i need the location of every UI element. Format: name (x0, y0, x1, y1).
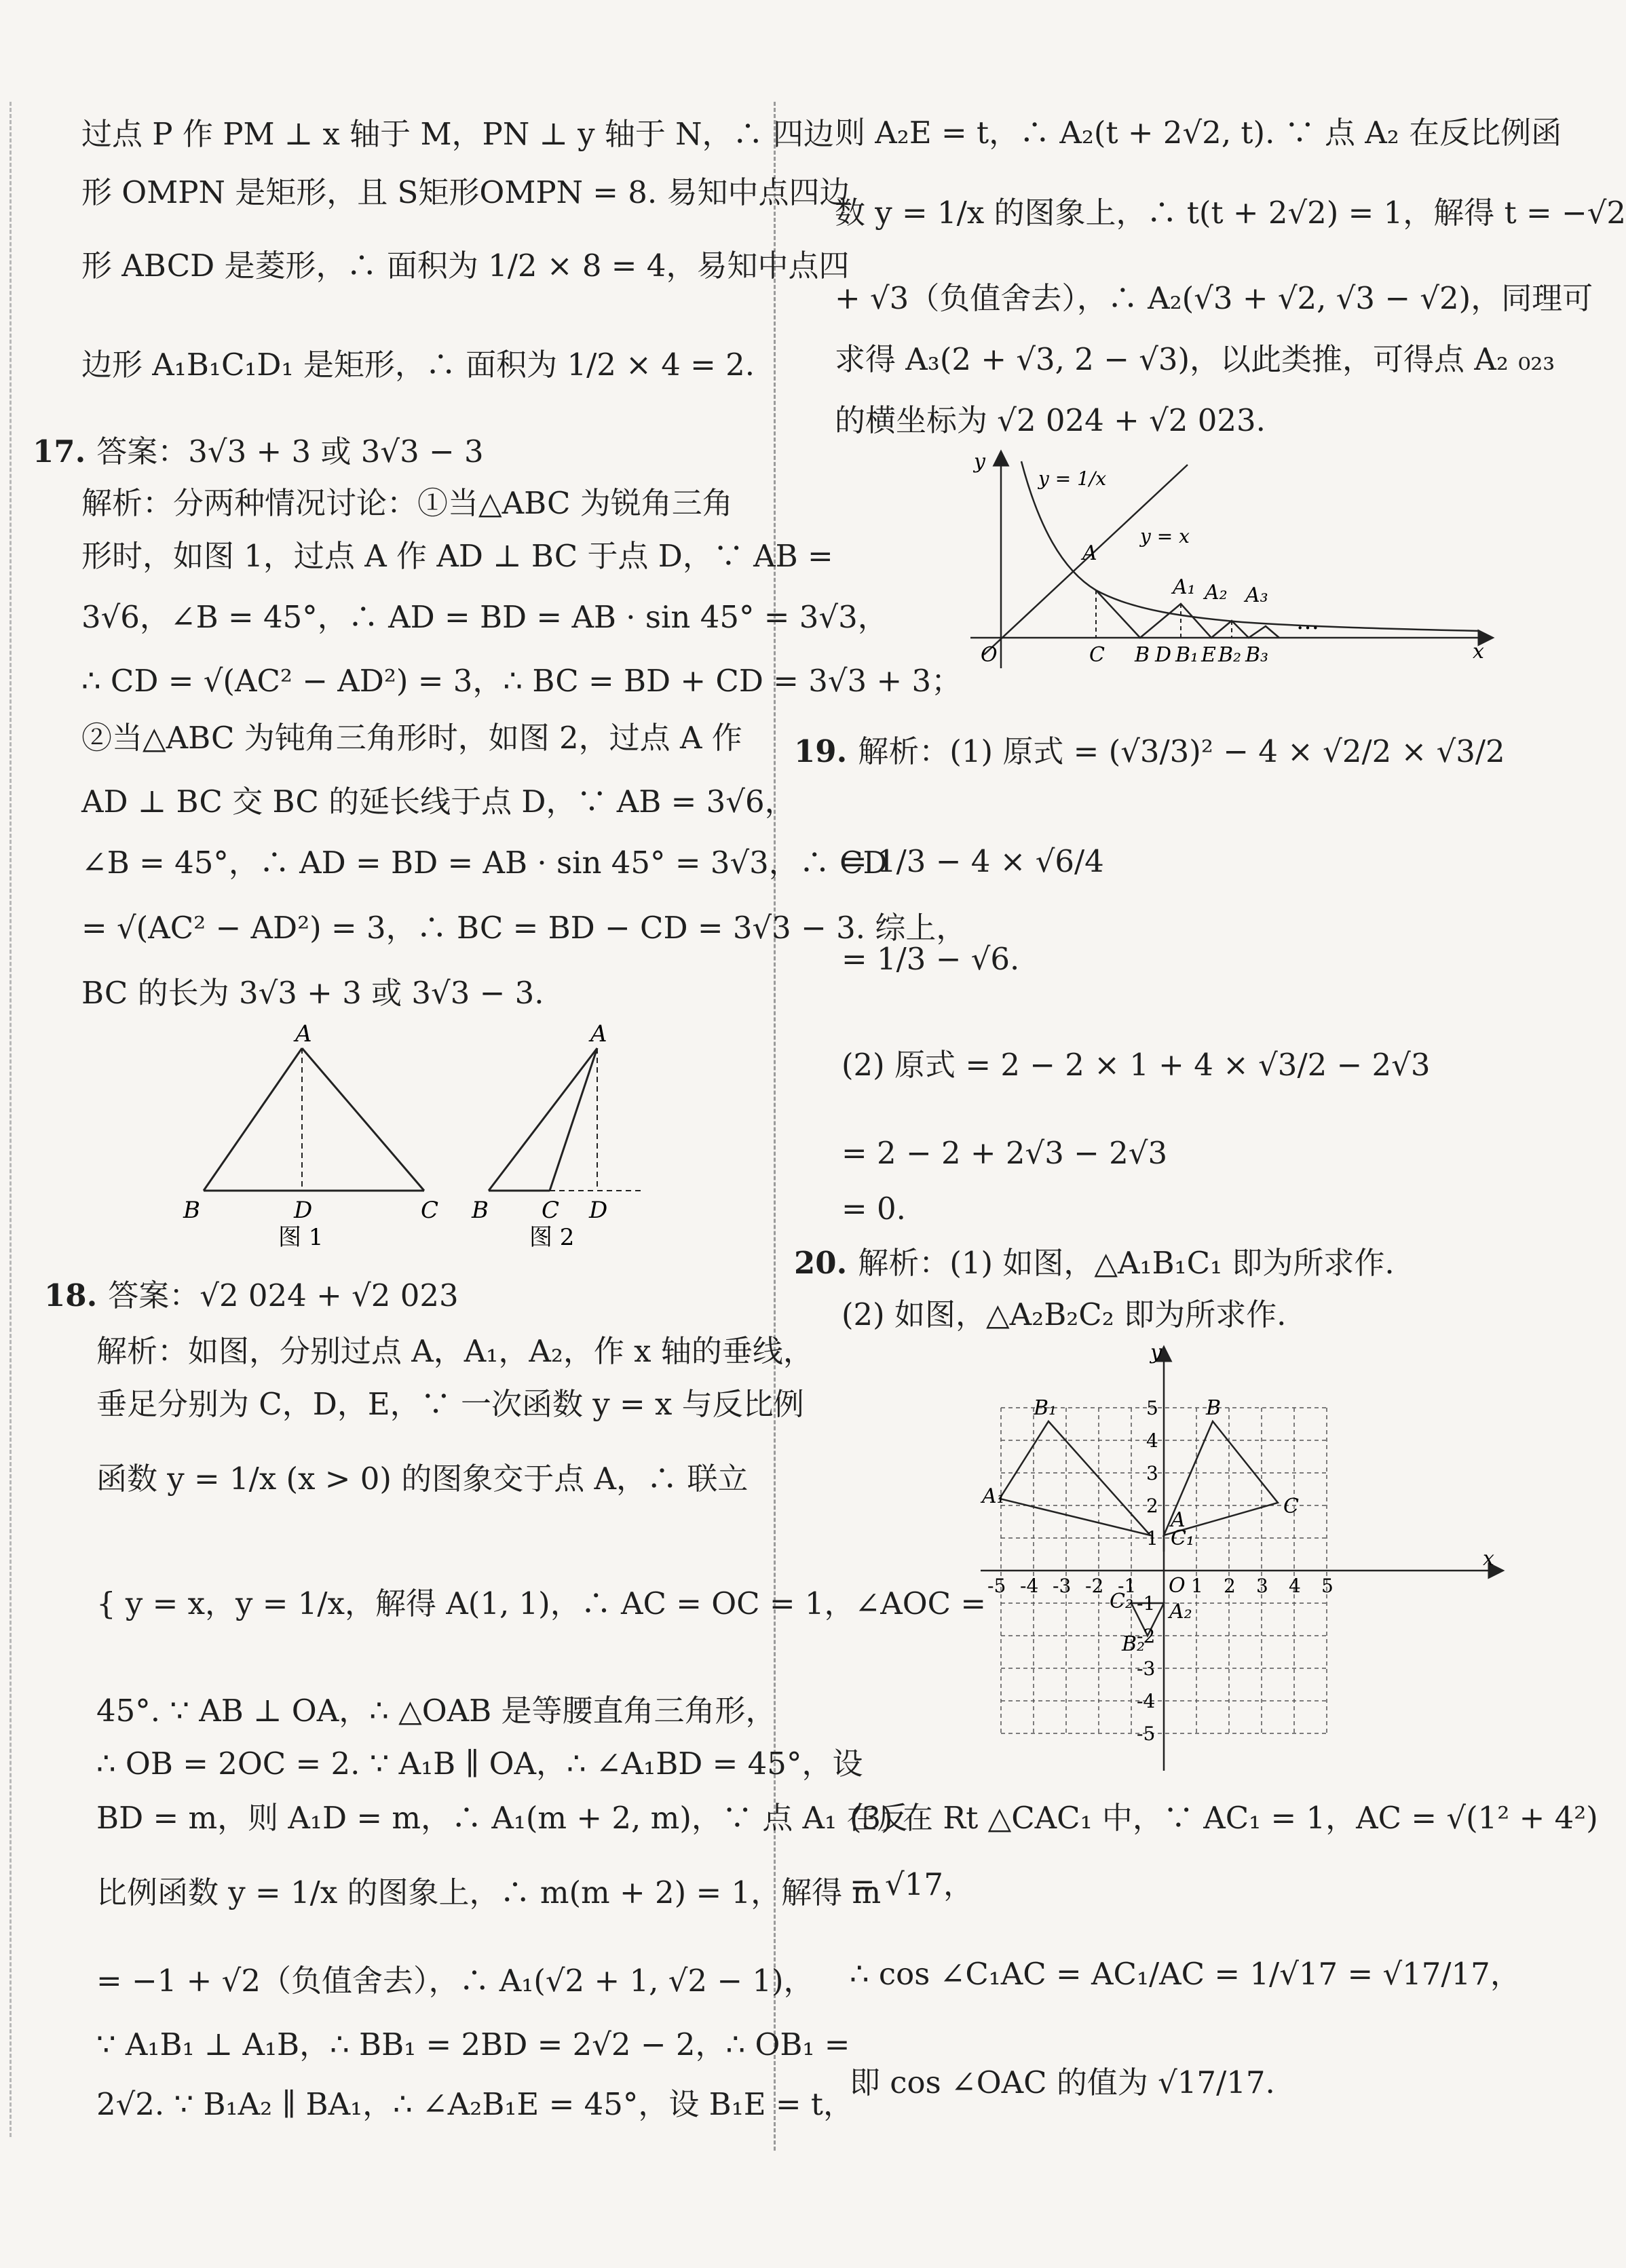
fig20-origin: O (1169, 1574, 1186, 1598)
fig18-label-A2: A₂ (1205, 581, 1228, 604)
x-tick-label: 4 (1289, 1575, 1301, 1597)
text-line: = 2 − 2 + 2√3 − 2√3 (842, 1135, 1168, 1171)
fig17-1-label-B: B (183, 1197, 200, 1224)
text-line: 则 A₂E = t，∴ A₂(t + 2√2, t). ∵ 点 A₂ 在反比例函 (835, 115, 1562, 151)
solution-text: 解析：(1) 如图，△A₁B₁C₁ 即为所求作. (858, 1245, 1395, 1281)
fig20-label-C1: C₁ (1171, 1526, 1194, 1550)
fig17-2-label-C: C (542, 1197, 560, 1224)
text-line: (2) 原式 = 2 − 2 × 1 + 4 × √3/2 − 2√3 (842, 1047, 1431, 1083)
fig18-axis-x: x (1473, 640, 1484, 664)
y-tick-label: -1 (1137, 1592, 1156, 1615)
text-line: = 1/3 − √6. (842, 941, 1020, 977)
fig20-label-A1: A₁ (982, 1484, 1005, 1508)
text-line: 垂足分别为 C，D，E，∵ 一次函数 y = x 与反比例 (96, 1386, 804, 1422)
figure-17-2 (471, 1020, 645, 1251)
fig20-label-A2: A₂ (1169, 1600, 1192, 1623)
fig20-axis-y: y (1150, 1341, 1162, 1364)
fig17-2-label-B: B (472, 1197, 489, 1224)
text-line: = 0. (842, 1191, 906, 1227)
text-line: ∠B = 45°，∴ AD = BD = AB · sin 45° = 3√3，∴ CD (81, 845, 888, 881)
text-line: 过点 P 作 PM ⊥ x 轴于 M，PN ⊥ y 轴于 N，∴ 四边 (81, 116, 834, 152)
figure-20 (967, 1341, 1510, 1781)
fig20-axis-x: x (1483, 1547, 1494, 1571)
y-tick-label: -2 (1137, 1625, 1156, 1647)
answer-text: 答案：√2 024 + √2 023 (108, 1277, 459, 1313)
fig18-ellipsis: … (1296, 608, 1319, 635)
text-line: 形 OMPN 是矩形，且 S矩形OMPN = 8. 易知中点四边 (81, 174, 850, 210)
text-line: = √(AC² − AD²) = 3，∴ BC = BD − CD = 3√3 − 3. 综上， (81, 910, 967, 946)
page-edge-margin (10, 102, 12, 2137)
text-line: 2√2. ∵ B₁A₂ ∥ BA₁，∴ ∠A₂B₁E = 45°，设 B₁E = t， (96, 2086, 854, 2122)
x-tick-label: -1 (1118, 1575, 1137, 1597)
answer-20 (794, 1243, 1395, 1284)
x-tick-label: 3 (1256, 1575, 1268, 1597)
fig18-label-B: B (1135, 643, 1150, 667)
x-tick-label: 1 (1191, 1575, 1203, 1597)
problem-number: 19. (794, 733, 848, 769)
text-line: = 1/3 − 4 × √6/4 (842, 843, 1104, 879)
text-line: 比例函数 y = 1/x 的图象上，∴ m(m + 2) = 1，解得 m (96, 1875, 882, 1910)
fig18-axis-y: y (974, 450, 985, 474)
y-tick-label: 5 (1146, 1397, 1158, 1419)
y-tick-label: 4 (1146, 1429, 1158, 1452)
answer-text: 答案：3√3 + 3 或 3√3 − 3 (96, 434, 484, 469)
figure-17 (183, 1021, 753, 1252)
answer-18 (44, 1275, 459, 1316)
solution-text: 解析：(1) 原式 = (√3/3)² − 4 × √2/2 × √3/2 (858, 733, 1505, 769)
answer-17 (33, 431, 484, 472)
x-tick-label: -2 (1085, 1575, 1104, 1597)
text-line: { y = x，y = 1/x，解得 A(1, 1)，∴ AC = OC = 1，∠AOC = (96, 1585, 987, 1621)
fig18-label-A1: A₁ (1173, 575, 1196, 599)
x-tick-label: 2 (1224, 1575, 1236, 1597)
fig18-origin: O (981, 643, 998, 667)
text-line: (3) 在 Rt △CAC₁ 中，∵ AC₁ = 1，AC = √(1² + 4²) (850, 1800, 1598, 1836)
fig20-label-B: B (1206, 1396, 1222, 1420)
y-tick-label: -3 (1137, 1657, 1156, 1680)
text-line: 45°. ∵ AB ⊥ OA，∴ △OAB 是等腰直角三角形， (96, 1693, 776, 1729)
fig20-label-C2: C₂ (1110, 1590, 1133, 1613)
text-line: ∴ cos ∠C₁AC = AC₁/AC = 1/√17 = √17/17， (850, 1956, 1521, 1992)
fig18-label-A: A (1082, 541, 1097, 565)
text-line: + √3（负值舍去），∴ A₂(√3 + √2, √3 − √2)，同理可 (835, 280, 1593, 316)
x-tick-label: -5 (987, 1575, 1006, 1597)
text-line: ②当△ABC 为钝角三角形时，如图 2，过点 A 作 (81, 720, 742, 756)
fig18-label-B3: B₃ (1245, 643, 1269, 667)
fig18-label-D: D (1155, 643, 1172, 667)
x-tick-label: 5 (1321, 1575, 1334, 1597)
fig20-label-B2: B₂ (1122, 1632, 1146, 1656)
x-tick-label: -3 (1053, 1575, 1072, 1597)
text-line: = √17， (850, 1866, 974, 1902)
problem-number: 17. (33, 434, 86, 469)
text-line: ∵ A₁B₁ ⊥ A₁B，∴ BB₁ = 2BD = 2√2 − 2，∴ OB₁ = (96, 2026, 850, 2062)
fig18-label-A3: A₃ (1245, 583, 1268, 607)
figure-18 (957, 451, 1500, 675)
y-tick-label: -5 (1137, 1723, 1156, 1745)
fig18-label-C: C (1089, 643, 1105, 667)
text-line: 形 ABCD 是菱形，∴ 面积为 1/2 × 8 = 4，易知中点四 (81, 248, 850, 284)
y-tick-label: 1 (1146, 1527, 1158, 1550)
fig17-1-label-C: C (421, 1197, 439, 1224)
fig18-line-label: y = x (1140, 525, 1190, 547)
text-line: 解析：分两种情况讨论：①当△ABC 为锐角三角 (81, 485, 733, 521)
fig20-label-A: A (1171, 1508, 1186, 1532)
text-line: ∴ CD = √(AC² − AD²) = 3，∴ BC = BD + CD = 3√3 + 3； (81, 663, 962, 699)
problem-number: 18. (44, 1277, 98, 1313)
fig17-1-label-A: A (295, 1020, 312, 1047)
text-line: 的横坐标为 √2 024 + √2 023. (835, 402, 1266, 438)
fig18-label-B1: B₁ (1175, 643, 1199, 667)
text-line: = −1 + √2（负值舍去），∴ A₁(√2 + 1, √2 − 1)， (96, 1963, 814, 1999)
fig20-label-C: C (1283, 1495, 1299, 1518)
text-line: 求得 A₃(2 + √3, 2 − √3)，以此类推，可得点 A₂ ₀₂₃ (835, 341, 1555, 377)
y-tick-label: 3 (1146, 1462, 1158, 1484)
fig17-2-label-A: A (590, 1020, 607, 1047)
fig17-2-label-D: D (589, 1197, 608, 1224)
fig18-curve-label: y = 1/x (1038, 467, 1107, 490)
fig20-label-B1: B₁ (1034, 1396, 1057, 1420)
text-line: BD = m，则 A₁D = m，∴ A₁(m + 2, m)，∵ 点 A₁ 在反 (96, 1800, 908, 1836)
text-line: (2) 如图，△A₂B₂C₂ 即为所求作. (842, 1296, 1287, 1332)
y-tick-label: 2 (1146, 1495, 1158, 1517)
y-tick-label: -4 (1137, 1690, 1156, 1712)
text-line: 边形 A₁B₁C₁D₁ 是矩形，∴ 面积为 1/2 × 4 = 2. (81, 347, 755, 383)
fig17-2-caption: 图 2 (529, 1224, 575, 1251)
text-line: ∴ OB = 2OC = 2. ∵ A₁B ∥ OA，∴ ∠A₁BD = 45°，设 (96, 1746, 863, 1782)
text-line: 函数 y = 1/x (x > 0) 的图象交于点 A，∴ 联立 (96, 1461, 749, 1497)
column-divider (774, 102, 776, 2151)
text-line: 即 cos ∠OAC 的值为 √17/17. (850, 2064, 1275, 2100)
fig18-label-E: E (1201, 643, 1216, 667)
x-tick-label: -4 (1020, 1575, 1039, 1597)
text-line: BC 的长为 3√3 + 3 或 3√3 − 3. (81, 975, 544, 1011)
fig18-label-B2: B₂ (1218, 643, 1242, 667)
text-line: 解析：如图，分别过点 A，A₁，A₂，作 x 轴的垂线， (96, 1333, 814, 1369)
fig17-1-caption: 图 1 (278, 1224, 324, 1251)
figure-17-1 (183, 1020, 438, 1251)
problem-number: 20. (794, 1245, 848, 1281)
text-line: 3√6，∠B = 45°，∴ AD = BD = AB · sin 45° = 3√3， (81, 599, 888, 635)
fig17-1-label-D: D (294, 1197, 313, 1224)
text-line: 形时，如图 1，过点 A 作 AD ⊥ BC 于点 D，∵ AB = (81, 538, 833, 574)
text-line: 数 y = 1/x 的图象上，∴ t(t + 2√2) = 1，解得 t = −√2 (835, 195, 1626, 231)
answer-19 (794, 731, 1505, 772)
text-line: AD ⊥ BC 交 BC 的延长线于点 D，∵ AB = 3√6， (81, 784, 795, 820)
